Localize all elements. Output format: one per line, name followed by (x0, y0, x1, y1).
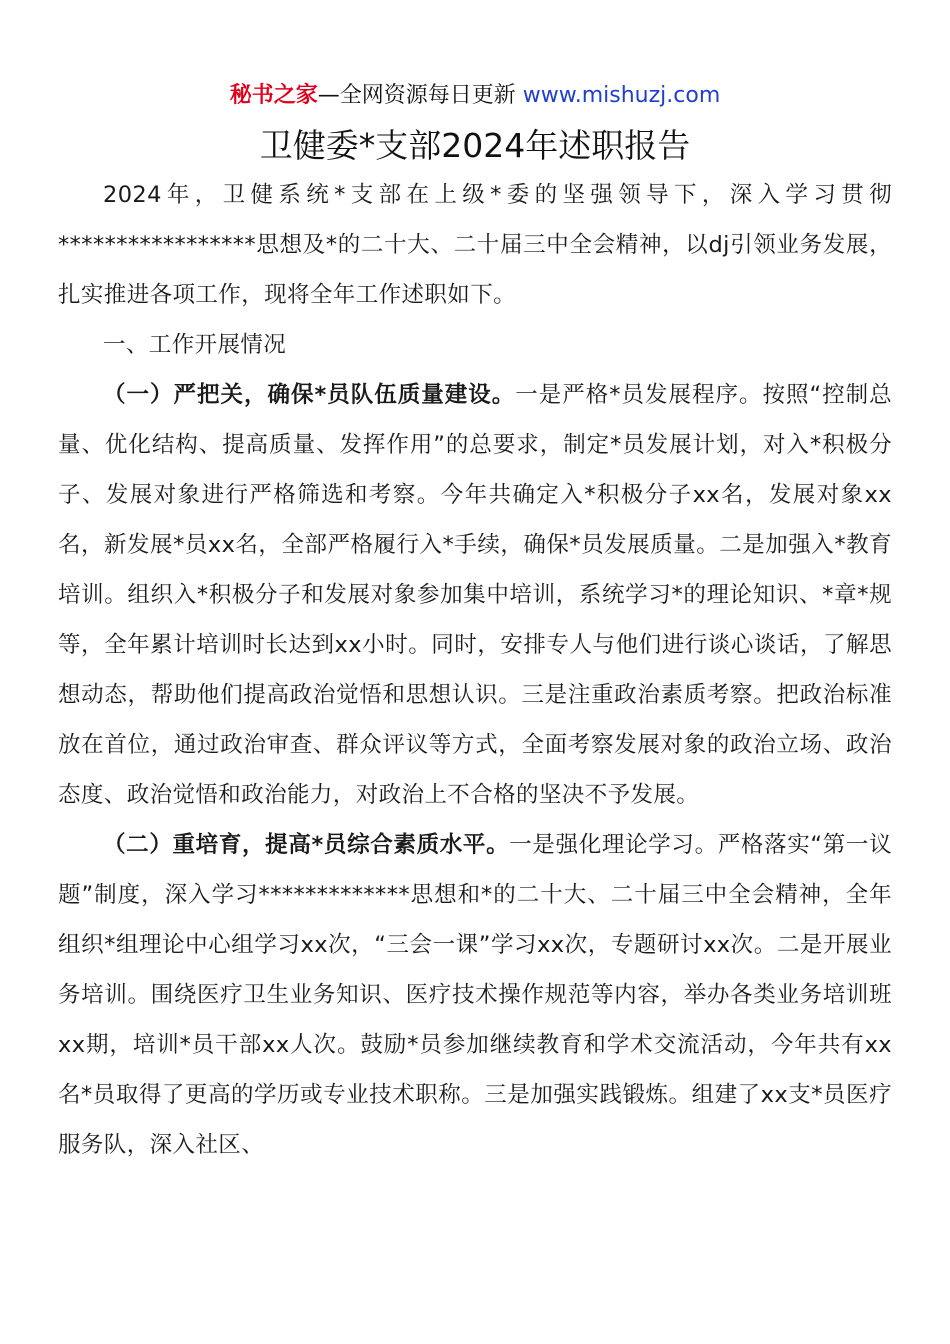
item-2-body: 一是强化理论学习。严格落实“第一议题”制度，深入学习*************思想和*的二十大、二十届三中全会精神，全年组织*组理论中心组学习xx次，“三会一课”学习xx次，专题研讨xx次。二是开展业务培训。围绕医疗卫生业务知识、医疗技术操作规范等内容，举办各类业务培训班xx期，培训*员干部xx人次。鼓励*员参加继续教育和学术交流活动，今年共有xx名*员取得了更高的学历或专业技术职称。三是加强实践锻炼。组建了xx支*员医疗服务队，深入社区、 (58, 832, 892, 1158)
item-2-heading: （二）重培育，提高*员综合素质水平。 (103, 832, 510, 858)
document-body (58, 170, 892, 1170)
site-header (0, 80, 950, 112)
site-url-link[interactable]: www.mishuzj.com (522, 83, 721, 108)
item-1-body: 一是严格*员发展程序。按照“控制总量、优化结构、提高质量、发挥作用”的总要求，制定*员发展计划，对入*积极分子、发展对象进行严格筛选和考察。今年共确定入*积极分子xx名，发展对象xx名，新发展*员xx名，全部严格履行入*手续，确保*员发展质量。二是加强入*教育培训。组织入*积极分子和发展对象参加集中培训，系统学习*的理论知识、*章*规等，全年累计培训时长达到xx小时。同时，安排专人与他们进行谈心谈话，了解思想动态，帮助他们提高政治觉悟和思想认识。三是注重政治素质考察。把政治标准放在首位，通过政治审查、群众评议等方式，全面考察发展对象的政治立场、政治态度、政治觉悟和政治能力，对政治上不合格的坚决不予发展。 (58, 382, 893, 808)
section-item-2 (58, 820, 892, 1170)
section-item-1 (58, 370, 892, 820)
brand-name: 秘书之家 (229, 83, 318, 108)
section-heading: 一、工作开展情况 (103, 332, 287, 358)
header-tagline: —全网资源每日更新 (317, 83, 523, 108)
intro-paragraph: 2024年，卫健系统*支部在上级*委的坚强领导下，深入学习贯彻*****************思想及*的二十大、二十届三中全会精神，以dj引领业务发展，扎实推进各项工作，现将全年工作述职如下。 (58, 182, 892, 308)
document-title: 卫健委*支部2024年述职报告 (259, 126, 691, 165)
item-1-heading: （一）严把关，确保*员队伍质量建设。 (103, 382, 516, 408)
